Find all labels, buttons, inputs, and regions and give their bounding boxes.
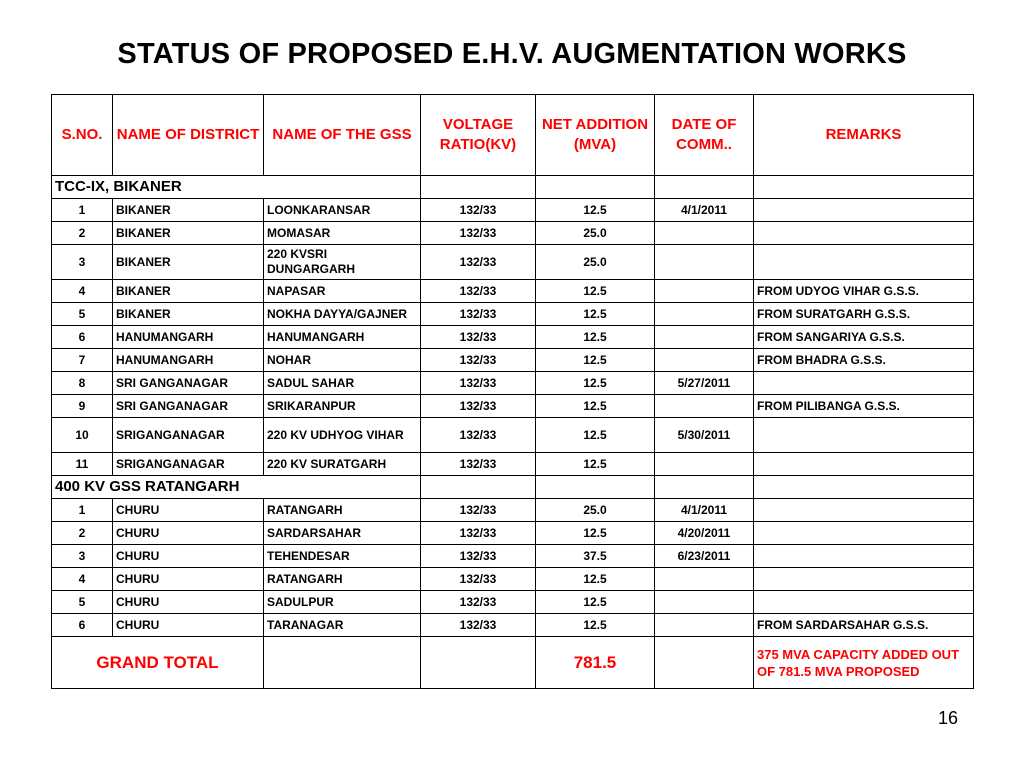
date-cell	[655, 222, 754, 245]
voltage-cell: 132/33	[421, 522, 536, 545]
voltage-cell: 132/33	[421, 280, 536, 303]
mva-cell: 12.5	[536, 591, 655, 614]
sno-cell: 2	[52, 222, 113, 245]
table-row	[52, 453, 974, 476]
header-voltage: VOLTAGE RATIO(KV)	[421, 95, 536, 176]
header-sno: S.NO.	[52, 95, 113, 176]
date-cell: 5/27/2011	[655, 372, 754, 395]
voltage-cell: 132/33	[421, 499, 536, 522]
table-row	[52, 222, 974, 245]
table-row	[52, 568, 974, 591]
sno-cell: 1	[52, 499, 113, 522]
remarks-cell	[754, 245, 974, 280]
date-cell	[655, 591, 754, 614]
gss-cell: SADULPUR	[264, 591, 421, 614]
voltage-cell: 132/33	[421, 395, 536, 418]
table-row	[52, 280, 974, 303]
sno-cell: 6	[52, 614, 113, 637]
district-cell: SRI GANGANAGAR	[113, 372, 264, 395]
district-cell: BIKANER	[113, 199, 264, 222]
gss-cell: 220 KV SURATGARH	[264, 453, 421, 476]
sno-cell: 3	[52, 545, 113, 568]
sno-cell: 10	[52, 418, 113, 453]
voltage-cell: 132/33	[421, 568, 536, 591]
remarks-cell: FROM SARDARSAHAR G.S.S.	[754, 614, 974, 637]
mva-cell: 12.5	[536, 453, 655, 476]
header-remarks: REMARKS	[754, 95, 974, 176]
voltage-cell: 132/33	[421, 614, 536, 637]
district-cell: CHURU	[113, 568, 264, 591]
table-row	[52, 372, 974, 395]
date-cell	[655, 614, 754, 637]
table-row	[52, 349, 974, 372]
gss-cell: RATANGARH	[264, 568, 421, 591]
table-row	[52, 303, 974, 326]
header-gss: NAME OF THE GSS	[264, 95, 421, 176]
voltage-cell: 132/33	[421, 591, 536, 614]
voltage-cell: 132/33	[421, 453, 536, 476]
mva-cell: 12.5	[536, 522, 655, 545]
remarks-cell: FROM SANGARIYA G.S.S.	[754, 326, 974, 349]
remarks-cell: FROM UDYOG VIHAR G.S.S.	[754, 280, 974, 303]
gss-cell: 220 KVSRI DUNGARGARH	[264, 245, 421, 280]
remarks-cell	[754, 522, 974, 545]
sno-cell: 5	[52, 303, 113, 326]
remarks-cell	[754, 222, 974, 245]
table-row	[52, 499, 974, 522]
district-cell: SRIGANGANAGAR	[113, 418, 264, 453]
district-cell: BIKANER	[113, 303, 264, 326]
table-row	[52, 614, 974, 637]
date-cell	[655, 280, 754, 303]
remarks-cell	[754, 545, 974, 568]
remarks-cell: FROM PILIBANGA G.S.S.	[754, 395, 974, 418]
mva-cell: 12.5	[536, 349, 655, 372]
sno-cell: 11	[52, 453, 113, 476]
district-cell: BIKANER	[113, 245, 264, 280]
date-cell: 6/23/2011	[655, 545, 754, 568]
date-cell	[655, 326, 754, 349]
empty-cell	[655, 176, 754, 199]
district-cell: CHURU	[113, 591, 264, 614]
gss-cell: SRIKARANPUR	[264, 395, 421, 418]
augmentation-works-table	[51, 94, 974, 689]
date-cell	[655, 303, 754, 326]
sno-cell: 1	[52, 199, 113, 222]
sno-cell: 8	[52, 372, 113, 395]
remarks-cell	[754, 568, 974, 591]
sno-cell: 4	[52, 568, 113, 591]
gss-cell: TARANAGAR	[264, 614, 421, 637]
empty-cell	[536, 176, 655, 199]
gss-cell: TEHENDESAR	[264, 545, 421, 568]
gss-cell: NOKHA DAYYA/GAJNER	[264, 303, 421, 326]
remarks-cell	[754, 372, 974, 395]
table-row	[52, 591, 974, 614]
gss-cell: NOHAR	[264, 349, 421, 372]
date-cell: 4/1/2011	[655, 199, 754, 222]
sno-cell: 9	[52, 395, 113, 418]
mva-cell: 12.5	[536, 326, 655, 349]
empty-cell	[264, 637, 421, 689]
date-cell	[655, 453, 754, 476]
voltage-cell: 132/33	[421, 545, 536, 568]
table-row	[52, 418, 974, 453]
empty-cell	[421, 476, 536, 499]
header-date: DATE OF COMM..	[655, 95, 754, 176]
mva-cell: 12.5	[536, 395, 655, 418]
sno-cell: 5	[52, 591, 113, 614]
table-row	[52, 545, 974, 568]
gss-cell: RATANGARH	[264, 499, 421, 522]
table-body	[52, 176, 974, 689]
district-cell: BIKANER	[113, 222, 264, 245]
mva-cell: 12.5	[536, 568, 655, 591]
empty-cell	[655, 476, 754, 499]
remarks-cell	[754, 591, 974, 614]
remarks-cell	[754, 499, 974, 522]
remarks-cell	[754, 453, 974, 476]
sno-cell: 7	[52, 349, 113, 372]
sno-cell: 6	[52, 326, 113, 349]
date-cell: 4/20/2011	[655, 522, 754, 545]
date-cell	[655, 395, 754, 418]
empty-cell	[421, 637, 536, 689]
gss-cell: SADUL SAHAR	[264, 372, 421, 395]
district-cell: HANUMANGARH	[113, 349, 264, 372]
voltage-cell: 132/33	[421, 349, 536, 372]
mva-cell: 12.5	[536, 303, 655, 326]
mva-cell: 12.5	[536, 372, 655, 395]
remarks-cell: FROM BHADRA G.S.S.	[754, 349, 974, 372]
date-cell: 5/30/2011	[655, 418, 754, 453]
date-cell	[655, 568, 754, 591]
page-title: STATUS OF PROPOSED E.H.V. AUGMENTATION WORKS	[117, 38, 907, 70]
district-cell: CHURU	[113, 522, 264, 545]
voltage-cell: 132/33	[421, 245, 536, 280]
sno-cell: 3	[52, 245, 113, 280]
header-district: NAME OF DISTRICT	[113, 95, 264, 176]
section-header-row	[52, 476, 974, 499]
mva-cell: 25.0	[536, 245, 655, 280]
table-header-row	[52, 95, 974, 176]
voltage-cell: 132/33	[421, 199, 536, 222]
header-net-addition: NET ADDITION (MVA)	[536, 95, 655, 176]
district-cell: SRIGANGANAGAR	[113, 453, 264, 476]
mva-cell: 12.5	[536, 199, 655, 222]
sno-cell: 2	[52, 522, 113, 545]
mva-cell: 37.5	[536, 545, 655, 568]
table-row	[52, 245, 974, 280]
district-cell: BIKANER	[113, 280, 264, 303]
section-title: 400 KV GSS RATANGARH	[52, 476, 421, 499]
district-cell: HANUMANGARH	[113, 326, 264, 349]
mva-cell: 25.0	[536, 222, 655, 245]
date-cell: 4/1/2011	[655, 499, 754, 522]
voltage-cell: 132/33	[421, 326, 536, 349]
district-cell: CHURU	[113, 499, 264, 522]
district-cell: CHURU	[113, 614, 264, 637]
empty-cell	[754, 176, 974, 199]
empty-cell	[421, 176, 536, 199]
table-row	[52, 522, 974, 545]
section-header-row	[52, 176, 974, 199]
date-cell	[655, 245, 754, 280]
mva-cell: 25.0	[536, 499, 655, 522]
gss-cell: NAPASAR	[264, 280, 421, 303]
gss-cell: MOMASAR	[264, 222, 421, 245]
mva-cell: 12.5	[536, 418, 655, 453]
table-row	[52, 326, 974, 349]
voltage-cell: 132/33	[421, 372, 536, 395]
gss-cell: LOONKARANSAR	[264, 199, 421, 222]
page-number: 16	[938, 708, 959, 728]
grand-total-value: 781.5	[536, 637, 655, 689]
mva-cell: 12.5	[536, 280, 655, 303]
gss-cell: HANUMANGARH	[264, 326, 421, 349]
gss-cell: SARDARSAHAR	[264, 522, 421, 545]
voltage-cell: 132/33	[421, 222, 536, 245]
voltage-cell: 132/33	[421, 303, 536, 326]
sno-cell: 4	[52, 280, 113, 303]
district-cell: SRI GANGANAGAR	[113, 395, 264, 418]
empty-cell	[754, 476, 974, 499]
table-row	[52, 199, 974, 222]
mva-cell: 12.5	[536, 614, 655, 637]
voltage-cell: 132/33	[421, 418, 536, 453]
empty-cell	[536, 476, 655, 499]
gss-cell: 220 KV UDHYOG VIHAR	[264, 418, 421, 453]
grand-total-row	[52, 637, 974, 689]
section-title: TCC-IX, BIKANER	[52, 176, 421, 199]
table-row	[52, 395, 974, 418]
remarks-cell: FROM SURATGARH G.S.S.	[754, 303, 974, 326]
district-cell: CHURU	[113, 545, 264, 568]
grand-total-remark: 375 MVA CAPACITY ADDED OUT OF 781.5 MVA PROPOSED	[754, 637, 974, 689]
date-cell	[655, 349, 754, 372]
remarks-cell	[754, 418, 974, 453]
remarks-cell	[754, 199, 974, 222]
grand-total-label: GRAND TOTAL	[52, 637, 264, 689]
empty-cell	[655, 637, 754, 689]
